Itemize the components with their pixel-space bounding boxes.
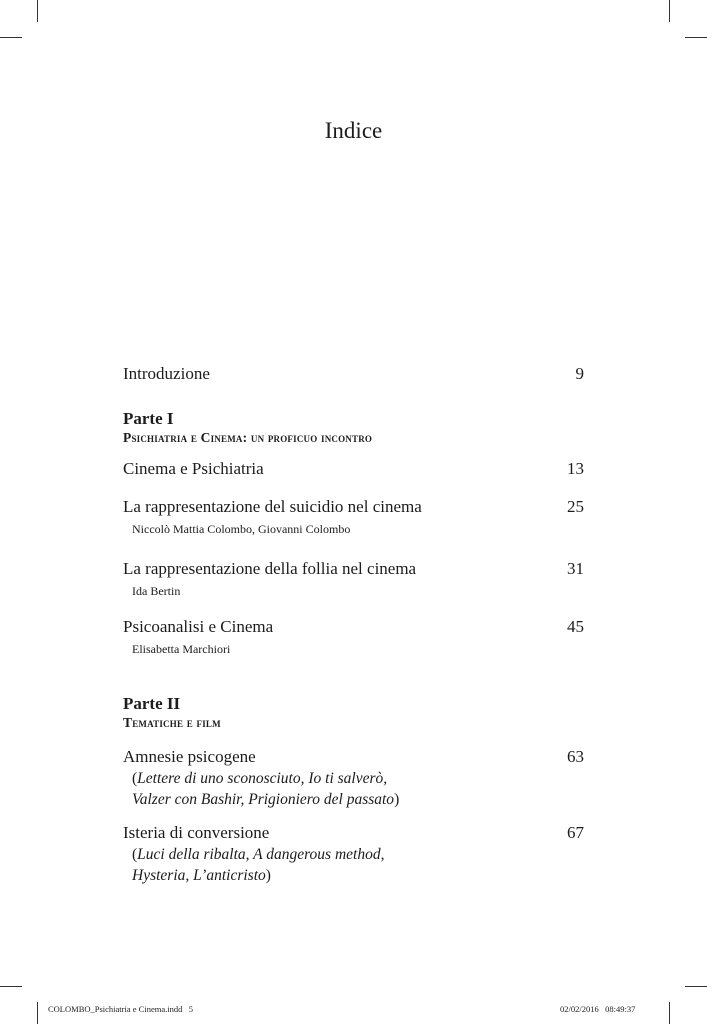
toc-entry-title: Introduzione	[123, 364, 210, 383]
part-label: Parte II	[123, 694, 181, 713]
page-title: Indice	[324, 118, 383, 143]
toc-entry-psicoanalisi[interactable]	[123, 616, 584, 658]
toc-entry-title: Amnesie psicogene	[123, 747, 256, 766]
toc-entry-cinema-e-psichiatria[interactable]	[123, 458, 584, 480]
part-heading-2	[123, 694, 584, 732]
toc-entry-author: Niccolò Mattia Colombo, Giovanni Colombo	[132, 522, 351, 536]
toc-entry-films	[123, 768, 584, 810]
toc-entry-suicidio[interactable]	[123, 496, 584, 538]
toc-entry-page: 45	[567, 617, 584, 636]
toc-entry-introduzione[interactable]	[123, 363, 584, 385]
toc-entry-page: 63	[567, 747, 584, 766]
toc-entry-page: 67	[567, 823, 584, 842]
films-line-2: Hysteria, L’anticristo	[132, 867, 266, 884]
toc-entry-page: 31	[567, 559, 584, 578]
crop-mark-top-right	[669, 0, 670, 22]
toc-entry-films	[123, 844, 584, 886]
toc-entry-title: La rappresentazione del suicidio nel cinema	[123, 497, 422, 516]
films-line-1: Lettere di uno sconosciuto, Io ti salverò,	[137, 770, 388, 787]
crop-mark-top-right-h	[685, 37, 707, 38]
crop-mark-bottom-right-h	[685, 986, 707, 987]
crop-mark-bottom-left	[37, 1002, 38, 1024]
toc-entry-follia[interactable]	[123, 558, 584, 600]
toc-entry-title: Isteria di conversione	[123, 823, 270, 842]
toc-entry-amnesie[interactable]	[123, 746, 584, 810]
toc-entry-page: 25	[567, 497, 584, 516]
toc-entry-title: Psicoanalisi e Cinema	[123, 617, 274, 636]
part-label: Parte I	[123, 409, 174, 428]
films-line-1: Luci della ribalta, A dangerous method,	[137, 846, 385, 863]
part-title: Psichiatria e Cinema: un proficuo incontro	[123, 430, 373, 445]
toc-entry-title: La rappresentazione della follia nel cinema	[123, 559, 417, 578]
crop-mark-top-left-h	[0, 37, 22, 38]
toc-entry-title: Cinema e Psichiatria	[123, 459, 264, 478]
footer-timestamp: 02/02/2016 08:49:37	[560, 1004, 636, 1014]
paren-close: )	[394, 791, 400, 808]
crop-mark-bottom-right	[669, 1002, 670, 1024]
toc-entry-author: Ida Bertin	[132, 584, 181, 598]
crop-mark-top-left	[37, 0, 38, 22]
crop-mark-bottom-left-h	[0, 986, 22, 987]
toc-entry-author: Elisabetta Marchiori	[132, 642, 231, 656]
part-title: Tematiche e film	[123, 715, 221, 730]
footer-file-info: COLOMBO_Psichiatria e Cinema.indd 5	[48, 1004, 193, 1014]
paren-close: )	[265, 867, 271, 884]
toc-entry-isteria[interactable]	[123, 822, 584, 886]
part-heading-1	[123, 409, 584, 447]
paren-open: (	[132, 846, 138, 863]
toc-entry-page: 9	[575, 364, 584, 383]
toc-entry-page: 13	[567, 459, 584, 478]
paren-open: (	[132, 770, 138, 787]
films-line-2: Valzer con Bashir, Prigioniero del passato	[132, 791, 395, 808]
